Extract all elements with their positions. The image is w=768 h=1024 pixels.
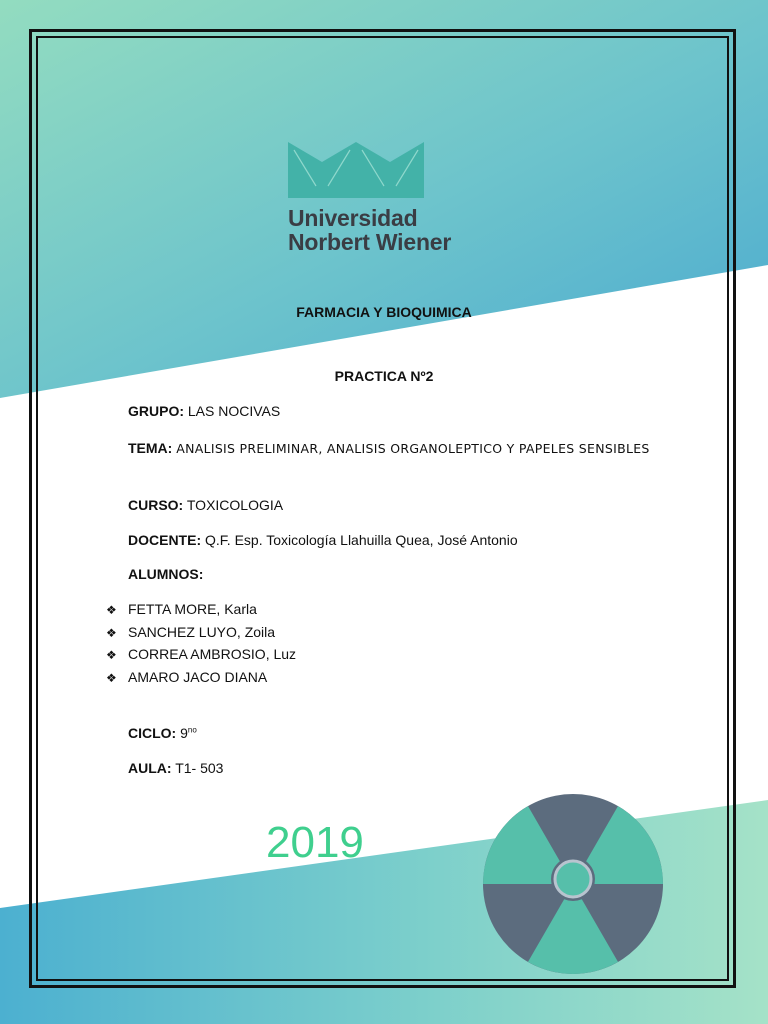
aula-field xyxy=(128,760,223,776)
practice-title: PRACTICA Nº2 xyxy=(334,368,434,384)
list-item xyxy=(106,666,296,689)
radiation-icon xyxy=(482,793,664,975)
ciclo-field xyxy=(128,725,197,741)
aula-value: T1- 503 xyxy=(175,760,224,776)
grupo-label: GRUPO: xyxy=(128,403,184,419)
logo-line-2: Norbert Wiener xyxy=(288,229,452,255)
alumnos-label: ALUMNOS: xyxy=(128,566,204,582)
tema-field xyxy=(128,436,658,461)
ciclo-superscript: no xyxy=(187,725,197,735)
grupo-field xyxy=(128,403,280,419)
student-name: CORREA AMBROSIO, Luz xyxy=(128,646,297,662)
grupo-value: LAS NOCIVAS xyxy=(187,403,281,419)
logo-line-1: Universidad xyxy=(288,205,418,231)
year-label: 2019 xyxy=(266,818,364,867)
student-name: SANCHEZ LUYO, Zoila xyxy=(128,623,276,640)
docente-field xyxy=(128,532,518,548)
wave-book-icon xyxy=(288,140,424,198)
tema-label: TEMA: xyxy=(128,440,173,456)
list-item xyxy=(106,621,296,644)
tema-value: ANALISIS PRELIMINAR, ANALISIS ORGANOLEPTICO Y PAPELES SENSIBLES xyxy=(176,441,650,456)
university-logo xyxy=(288,140,478,254)
curso-label: CURSO: xyxy=(128,497,184,513)
list-item xyxy=(106,643,296,666)
faculty-title: FARMACIA Y BIOQUIMICA xyxy=(296,304,472,320)
diamond-bullet-icon: ❖ xyxy=(106,670,117,685)
ciclo-label: CICLO: xyxy=(128,725,177,741)
docente-value: Q.F. Esp. Toxicología Llahuilla Quea, José Antonio xyxy=(205,532,518,548)
diamond-bullet-icon: ❖ xyxy=(106,648,117,662)
curso-field xyxy=(128,497,283,513)
alumnos-heading xyxy=(128,566,203,582)
aula-label: AULA: xyxy=(128,760,172,776)
diamond-bullet-icon: ❖ xyxy=(106,603,117,617)
student-name: FETTA MORE, Karla xyxy=(128,601,257,617)
student-list xyxy=(106,598,296,688)
student-name: AMARO JACO DIANA xyxy=(128,668,268,685)
diamond-bullet-icon: ❖ xyxy=(106,625,117,640)
ciclo-value: 9 xyxy=(180,725,188,741)
docente-label: DOCENTE: xyxy=(128,532,202,548)
curso-value: TOXICOLOGIA xyxy=(186,497,284,513)
list-item xyxy=(106,598,296,621)
